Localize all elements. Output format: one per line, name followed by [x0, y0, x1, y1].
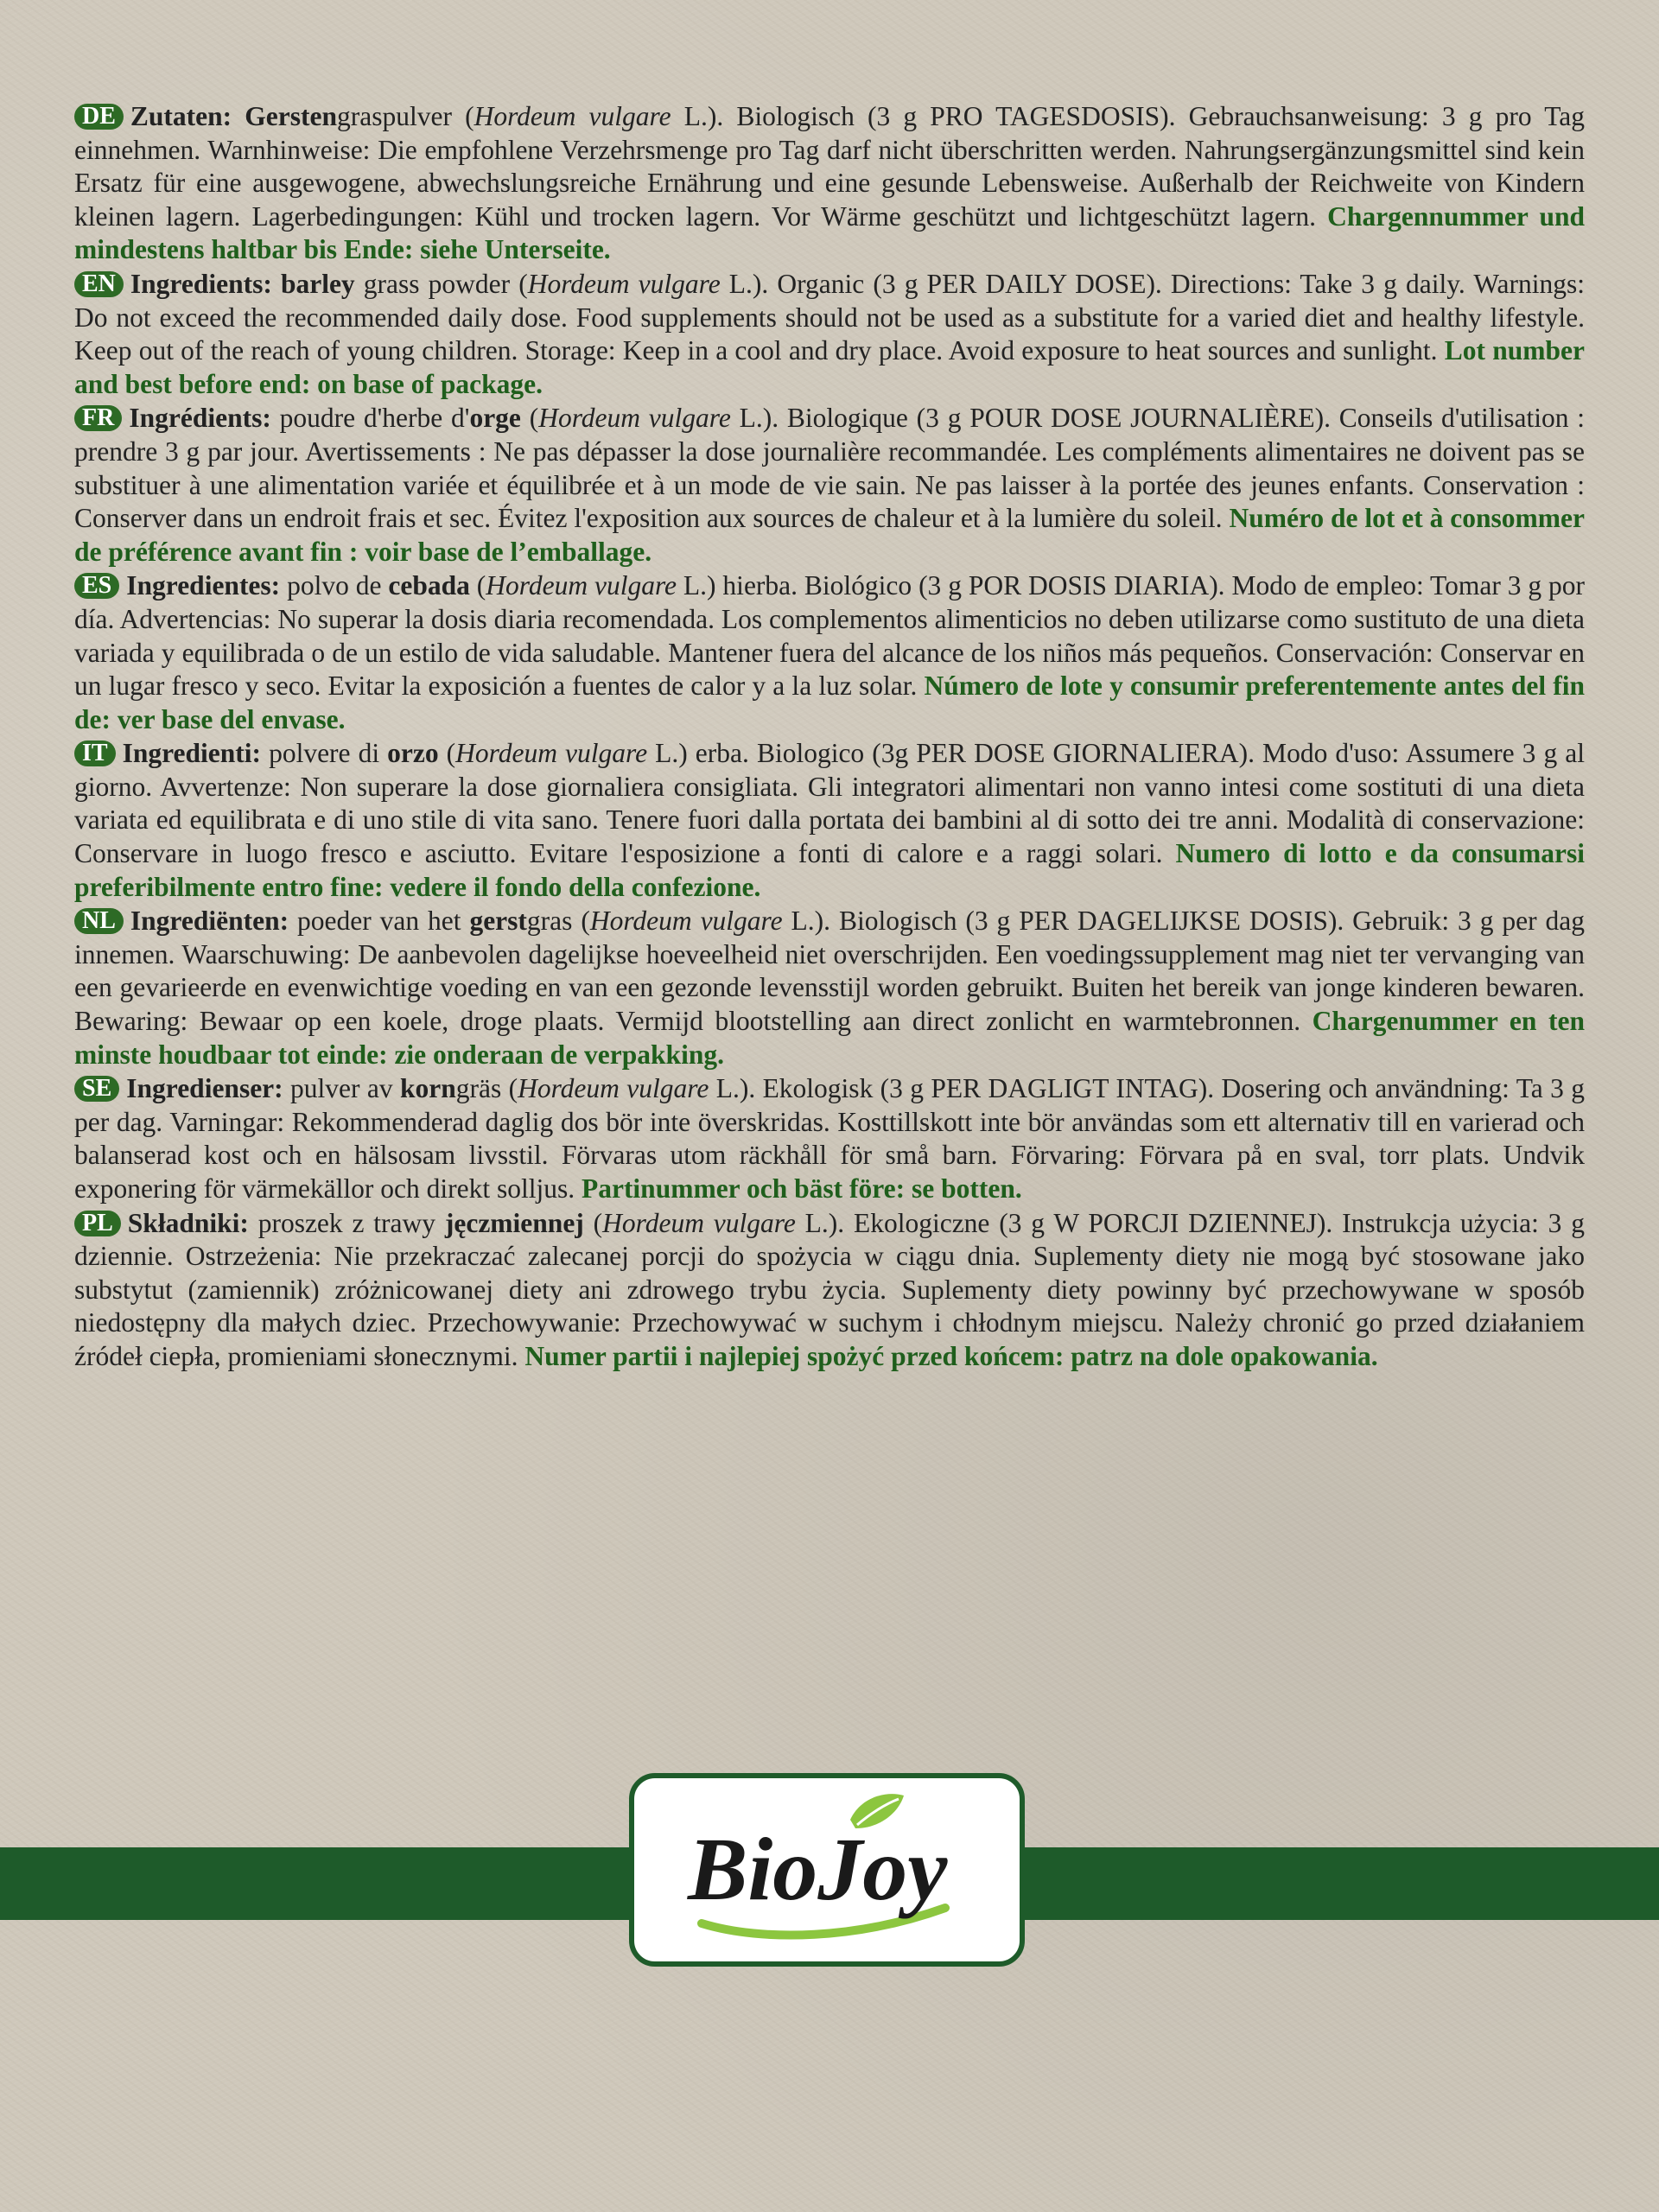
ingredient-text: poeder van het [289, 906, 470, 937]
section-body: L.). Biologisch (3 g PRO TAGESDOSIS). Gebrauchsanweisung: 3 g pro Tag einnehmen. Warnhinweise: Die empfohlene Verzehrsmenge pro Tag darf nicht überschritten werden. Nahrungsergänzungsmittel sind kein Ersatz für eine ausgewogene, abwechslungsreiche Ernährung und eine gesunde Lebensweise. Außerhalb der Reichweite von Kindern kleinen lagern. Lagerbedingungen: Kühl und trocken lagern. Vor Wärme geschützt und lichtgeschützt lagern. [74, 101, 1586, 232]
section-se [74, 1072, 1585, 1205]
section-body: L.). Ekologisk (3 g PER DAGLIGT INTAG). Dosering och användning: Ta 3 g per dag. Varningar: Rekommenderad daglig dos bör inte överskridas. Kosttillskott inte bör användas som ett alternativ till en varierad och balanserad kost och en hälsosam livsstil. Förvaras utom räckhåll för små barn. Förvaring: Förvara på en sval, torr plats. Undvik exponering för värmekällor och direkt solljus. [74, 1073, 1585, 1204]
ingredient-text: polvere di [261, 738, 388, 769]
lot-number-note: Partinummer och bäst före: se botten. [581, 1173, 1022, 1204]
ingredients-heading: Składniki: [127, 1207, 249, 1238]
ingredient-text: gras ( [526, 906, 590, 937]
latin-name: Hordeum vulgare [474, 101, 671, 131]
ingredient-text: ( [583, 1207, 603, 1238]
latin-name: Hordeum vulgare [486, 570, 677, 601]
ingredients-heading: Zutaten: [130, 101, 232, 131]
ingredient-text: ( [520, 403, 539, 434]
section-nl [74, 905, 1585, 1071]
lot-number-note: Número de lote y consumir preferentemente antes del fin de: ver base del envase. [74, 671, 1585, 734]
ingredient-text: poudre d'herbe d' [270, 403, 470, 434]
lot-number-note: Numer partii i najlepiej spożyć przed końcem: patrz na dole opakowania. [524, 1340, 1378, 1371]
language-badge: EN [74, 271, 124, 297]
section-fr [74, 402, 1585, 569]
latin-name: Hordeum vulgare [589, 906, 783, 937]
ingredient-bold: Gersten [232, 101, 338, 131]
ingredients-heading: Ingredientes: [126, 570, 281, 601]
ingredient-text: pulver av [283, 1073, 400, 1104]
latin-name: Hordeum vulgare [538, 403, 731, 434]
svg-text:BioJoy: BioJoy [688, 1820, 948, 1919]
ingredients-heading: Ingredienti: [122, 738, 262, 769]
ingredient-text: ( [469, 570, 486, 601]
language-badge: PL [74, 1211, 121, 1236]
label-text [74, 100, 1585, 1375]
section-body: L.). Biologisch (3 g PER DAGELIJKSE DOSIS). Gebruik: 3 g per dag innemen. Waarschuwing: De aanbevolen dagelijkse hoeveelheid niet overschrijden. Een voedingssupplement mag niet ter vervanging van een gevarieerde en evenwichtige voeding en van een gezonde levensstijl worden gebruikt. Buiten het bereik van jonge kinderen bewaren. Bewaring: Bewaar op een koele, droge plaats. Vermijd blootstelling aan direct zonlicht en warmtebronnen. [74, 906, 1586, 1037]
latin-name: Hordeum vulgare [602, 1207, 796, 1238]
biojoy-logo [629, 1773, 1025, 1967]
ingredient-text: polvo de [280, 570, 389, 601]
language-badge: SE [74, 1076, 119, 1102]
ingredient-bold: gerst [469, 906, 527, 937]
ingredient-bold: jęczmiennej [444, 1207, 584, 1238]
ingredient-text: gräs ( [455, 1073, 518, 1104]
ingredient-bold: barley [271, 268, 355, 299]
ingredient-text: grass powder ( [354, 268, 528, 299]
latin-name: Hordeum vulgare [527, 268, 721, 299]
lot-number-note: Numéro de lot et à consommer de préférence avant fin : voir base de l’emballage. [74, 503, 1585, 567]
ingredient-bold: orge [469, 403, 521, 434]
lot-number-note: Lot number and best before end: on base of package. [74, 335, 1585, 399]
section-body: L.). Organic (3 g PER DAILY DOSE). Directions: Take 3 g daily. Warnings: Do not exceed the recommended daily dose. Food supplements should not be used as a substitute for a varied diet and healthy lifestyle. Keep out of the reach of young children. Storage: Keep in a cool and dry place. Avoid exposure to heat sources and sunlight. [74, 268, 1586, 366]
latin-name: Hordeum vulgare [518, 1073, 709, 1104]
language-badge: IT [74, 741, 116, 766]
ingredients-heading: Ingrediënten: [130, 906, 289, 937]
section-en [74, 268, 1585, 401]
section-de [74, 100, 1585, 267]
lot-number-note: Chargenummer en ten minste houdbaar tot einde: zie onderaan de verpakking. [74, 1006, 1585, 1070]
latin-name: Hordeum vulgare [455, 738, 648, 769]
ingredients-heading: Ingredients: [130, 268, 272, 299]
language-badge: DE [74, 104, 124, 130]
ingredient-text: proszek z trawy [248, 1207, 445, 1238]
section-es [74, 569, 1585, 736]
language-badge: FR [74, 405, 122, 431]
ingredient-text: graspulver ( [337, 101, 474, 131]
language-badge: ES [74, 573, 119, 599]
ingredient-bold: korn [399, 1073, 456, 1104]
ingredients-heading: Ingrédients: [129, 403, 271, 434]
ingredient-bold: cebada [388, 570, 470, 601]
section-body: L.) erba. Biologico (3g PER DOSE GIORNALIERA). Modo d'uso: Assumere 3 g al giorno. Avvertenze: Non superare la dose giornaliera consigliata. Gli integratori alimentari non vanno intesi come sostituti di una dieta variata ed equilibrata e di uno stile di vita sano. Tenere fuori dalla portata dei bambini al di sotto dei tre anni. Modalità di conservazione: Conservare in luogo fresco e asciutto. Evitare l'esposizione a fonti di calore e a raggi solari. [74, 738, 1585, 869]
section-it [74, 737, 1585, 904]
section-body: L.). Biologique (3 g POUR DOSE JOURNALIÈRE). Conseils d'utilisation : prendre 3 g par jour. Avertissements : Ne pas dépasser la dose journalière recommandée. Les compléments alimentaires ne doivent pas se substituer à une alimentation variée et équilibrée et à un mode de vie sain. Ne pas laisser à la portée des jeunes enfants. Conservation : Conserver dans un endroit frais et sec. Évitez l'exposition aux sources de chaleur et à la lumière du soleil. [74, 403, 1585, 534]
ingredients-heading: Ingredienser: [126, 1073, 283, 1104]
section-pl [74, 1207, 1585, 1374]
language-badge: NL [74, 908, 124, 934]
ingredient-bold: orzo [387, 738, 439, 769]
lot-number-note: Numero di lotto e da consumarsi preferibilmente entro fine: vedere il fondo della confezione. [74, 838, 1585, 902]
section-body: L.) hierba. Biológico (3 g POR DOSIS DIARIA). Modo de empleo: Tomar 3 g por día. Advertencias: No superar la dosis diaria recomendada. Los complementos alimenticios no deben utilizarse como sustituto de una dieta variada y equilibrada o de un estilo de vida saludable. Mantener fuera del alcance de los niños más pequeños. Conservación: Conservar en un lugar fresco y seco. Evitar la exposición a fuentes de calor y a la luz solar. [74, 570, 1585, 702]
ingredient-text: ( [438, 738, 456, 769]
lot-number-note: Chargennummer und mindestens haltbar bis Ende: siehe Unterseite. [74, 200, 1586, 265]
section-body: L.). Ekologiczne (3 g W PORCJI DZIENNEJ). Instrukcja użycia: 3 g dziennie. Ostrzeżenia: Nie przekraczać zalecanej porcji do spożycia w ciągu dnia. Suplementy diety nie mogą być stosowane jako substytut (zamiennik) zróżnicowanej diety ani zdrowego trybu życia. Suplementy diety powinny być przechowywane w sposób niedostępny dla małych dziec. Przechowywanie: Przechowywać w suchym i chłodnym miejscu. Należy chronić go przed działaniem źródeł ciepła, promieniami słonecznymi. [74, 1207, 1585, 1371]
